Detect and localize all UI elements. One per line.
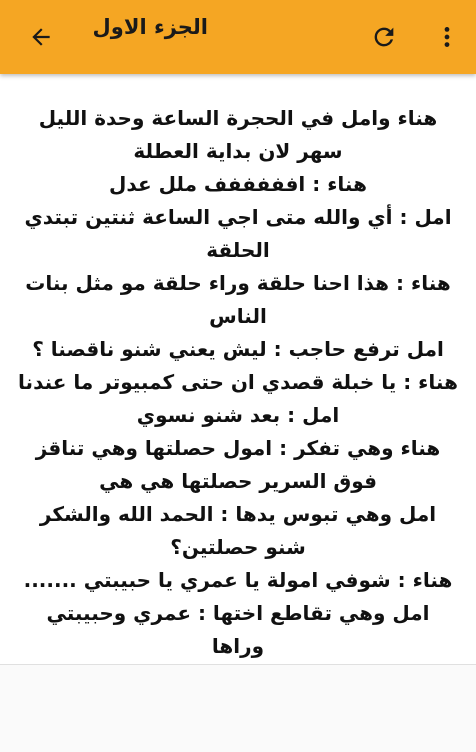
story-line: الناس bbox=[209, 304, 267, 328]
story-line: هناء : يا خبلة قصدي ان حتى كمبيوتر ما عندنا bbox=[18, 370, 458, 394]
page-title: الجزء الاول bbox=[92, 15, 208, 39]
story-line: امل وهي تقاطع اختها : عمري وحبيبتي وراها bbox=[46, 601, 430, 658]
story-line: امل وهي تبوس يدها : الحمد الله والشكر bbox=[39, 502, 437, 526]
arrow-back-icon bbox=[28, 24, 54, 50]
story-line: امل : أي والله متى اجي الساعة ثنتين تبتدي bbox=[24, 205, 452, 229]
refresh-icon bbox=[370, 23, 398, 51]
story-line: هناء : افففففف ملل عدل bbox=[109, 172, 367, 196]
app-bar bbox=[0, 0, 476, 74]
more-options-button[interactable] bbox=[423, 13, 471, 61]
bottom-banner-area bbox=[0, 664, 476, 752]
story-line: الحلقة bbox=[206, 238, 270, 262]
back-button[interactable] bbox=[17, 13, 65, 61]
more-vert-icon bbox=[434, 24, 460, 50]
story-scroll-area[interactable] bbox=[0, 74, 476, 664]
refresh-button[interactable] bbox=[360, 13, 408, 61]
story-line: امل : بعد شنو نسوي bbox=[136, 403, 340, 427]
story-line: امل ترفع حاجب : ليش يعني شنو ناقصنا ؟ bbox=[32, 337, 444, 361]
story-line: هناء وهي تفكر : امول حصلتها وهي تناقز bbox=[35, 436, 441, 460]
story-line: هناء : هذا احنا حلقة وراء حلقة مو مثل بنات bbox=[25, 271, 451, 295]
story-line: هناء وامل في الحجرة الساعة وحدة الليل bbox=[38, 106, 438, 130]
story-line: شنو حصلتين؟ bbox=[170, 535, 306, 559]
story-line: سهر لان بداية العطلة bbox=[133, 139, 343, 163]
story-line: هناء : شوفي امولة يا عمري يا حبيبتي ....... bbox=[23, 568, 453, 592]
story-line: فوق السرير حصلتها هي هي bbox=[99, 469, 377, 493]
story-text bbox=[0, 74, 476, 696]
